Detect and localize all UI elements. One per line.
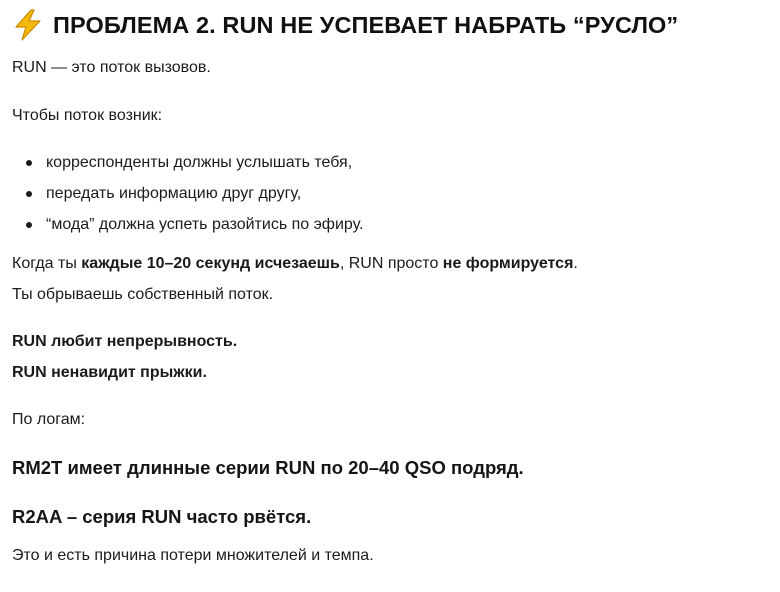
page-title-text: ПРОБЛЕМА 2. RUN НЕ УСПЕВАЕТ НАБРАТЬ “РУСЛО” [53,11,679,38]
rm2t-heading: RM2T имеет длинные серии RUN по 20–40 QSO подряд. [12,457,524,478]
list-item: передать информацию друг другу, [46,185,302,202]
list-item: корреспонденты должны услышать тебя, [46,154,353,171]
run-hates-statement: RUN ненавидит прыжки. [12,364,207,381]
disappear-text-2: , RUN просто [339,255,443,272]
disappear-text-3: . [573,255,578,272]
disappear-paragraph [12,254,578,274]
bullet-dot [26,222,32,228]
bullet-dot [26,191,32,197]
bullet-dot [26,160,32,166]
disappear-text-1: Когда ты [12,255,82,272]
disappear-emphasis-2: не формируется [442,255,574,272]
disappear-emphasis-1: каждые 10–20 секунд исчезаешь [81,255,340,272]
page-title [12,8,678,42]
break-flow-paragraph: Ты обрываешь собственный поток. [12,286,274,303]
r2aa-heading: R2AA – серия RUN часто рвётся. [12,506,312,527]
logs-label: По логам: [12,411,86,428]
run-loves-statement: RUN любит непрерывность. [12,333,238,350]
list-item: “мода” должна успеть разойтись по эфиру. [46,216,364,233]
conclusion-paragraph: Это и есть причина потери множителей и темпа. [12,547,374,564]
lightning-bolt-icon [12,9,44,41]
condition-paragraph: Чтобы поток возник: [12,107,163,124]
intro-paragraph: RUN — это поток вызовов. [12,59,211,76]
